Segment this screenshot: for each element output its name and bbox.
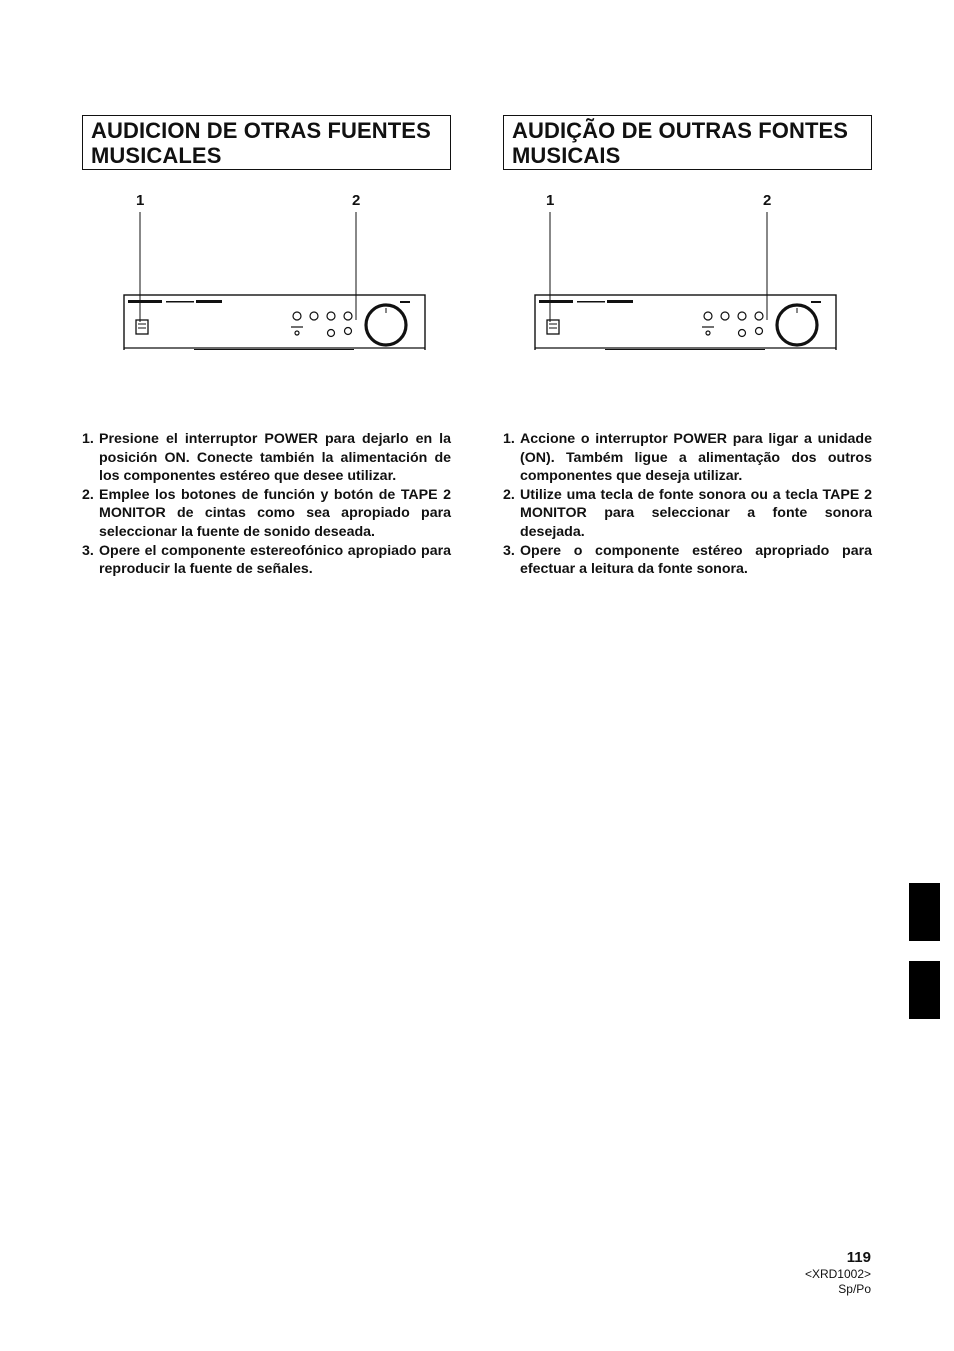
page-number: 119 — [846, 1249, 871, 1266]
callout-1: 1 — [136, 192, 145, 209]
section-heading: AUDICION DE OTRAS FUENTES MUSICALES — [82, 115, 451, 170]
receiver-figure — [503, 170, 872, 350]
instruction-step: 1. Accione o interruptor POWER para ligar a unidade (ON). Também ligue a alimentação dos outros componentes que deseja utilizar. — [503, 431, 872, 485]
callout-2: 2 — [763, 192, 772, 209]
spanish-column — [82, 115, 451, 579]
language-tab-marker — [909, 961, 940, 1019]
instruction-step: 3. Opere el componente estereofónico apropiado para reproducir la fuente de señales. — [82, 542, 451, 578]
instruction-step: 3. Opere o componente estéreo apropriado para efectuar a leitura da fonte sonora. — [503, 542, 872, 578]
language-code: Sp/Po — [838, 1282, 871, 1296]
receiver-front-panel-icon — [503, 170, 872, 350]
page-footer — [805, 1249, 871, 1297]
model-code: <XRD1002> — [804, 1267, 871, 1281]
receiver-front-panel-icon — [82, 170, 451, 350]
instruction-step: 1. Presione el interruptor POWER para dejarlo en la posición ON. Conecte también la alimentación de los componentes estéreo que desee utilizar. — [82, 431, 451, 485]
callout-1: 1 — [546, 192, 555, 209]
instruction-list — [503, 430, 872, 579]
section-heading: AUDIÇÃO DE OUTRAS FONTES MUSICAIS — [503, 115, 872, 170]
receiver-figure — [82, 170, 451, 350]
language-tab-marker — [909, 883, 940, 941]
instruction-step: 2. Emplee los botones de función y botón de TAPE 2 MONITOR de cintas como sea apropiado para seleccionar la fuente de sonido deseada. — [82, 486, 451, 540]
instruction-list — [82, 430, 451, 579]
instruction-step: 2. Utilize uma tecla de fonte sonora ou a tecla TAPE 2 MONITOR para seleccionar a fonte sonora desejada. — [503, 486, 872, 540]
callout-2: 2 — [352, 192, 361, 209]
portuguese-column — [503, 115, 872, 579]
